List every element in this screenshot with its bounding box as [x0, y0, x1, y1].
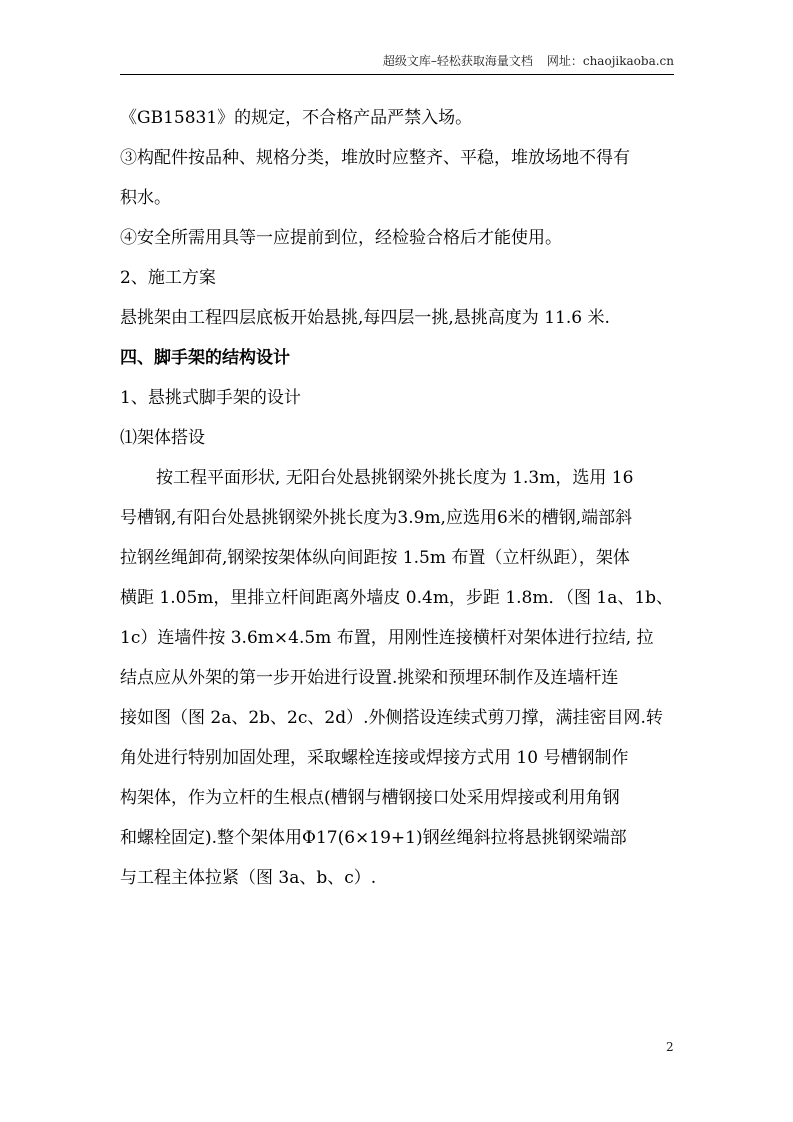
- paragraph-line: 《GB15831》的规定，不合格产品严禁入场。: [120, 108, 473, 128]
- paragraph-line: 拉钢丝绳卸荷,钢梁按架体纵向间距按 1.5m 布置（立杆纵距），架体: [120, 548, 630, 568]
- section-heading: 四、脚手架的结构设计: [120, 348, 290, 368]
- item-heading: ⑴架体搭设: [120, 428, 205, 448]
- paragraph-line: 接如图（图 2a、2b、2c、2d）.外侧搭设连续式剪刀撑，满挂密目网.转: [120, 708, 663, 728]
- paragraph-line: ④安全所需用具等一应提前到位，经检验合格后才能使用。: [120, 228, 562, 248]
- paragraph-line: 角处进行特别加固处理，采取螺栓连接或焊接方式用 10 号槽钢制作: [120, 748, 629, 768]
- paragraph-line: 号槽钢,有阳台处悬挑钢梁外挑长度为3.9m,应选用6米的槽钢,端部斜: [120, 508, 633, 528]
- page-number: 2: [666, 1040, 674, 1054]
- paragraph-line: 悬挑架由工程四层底板开始悬挑,每四层一挑,悬挑高度为 11.6 米.: [120, 308, 610, 328]
- paragraph-line: 积水。: [120, 188, 171, 208]
- subsection-heading: 1、悬挑式脚手架的设计: [120, 388, 301, 408]
- paragraph-line: 按工程平面形状, 无阳台处悬挑钢梁外挑长度为 1.3m，选用 16: [156, 468, 634, 488]
- paragraph-line: ③构配件按品种、规格分类，堆放时应整齐、平稳，堆放场地不得有: [120, 148, 630, 168]
- header-site-name: 超级文库–轻松获取海量文档: [382, 54, 533, 68]
- paragraph-line: 与工程主体拉紧（图 3a、b、c）.: [120, 868, 377, 888]
- subsection-heading: 2、施工方案: [120, 268, 216, 288]
- paragraph-line: 构架体，作为立杆的生根点(槽钢与槽钢接口处采用焊接或利用角钢: [120, 788, 620, 808]
- paragraph-line: 横距 1.05m，里排立杆间距离外墙皮 0.4m，步距 1.8m．（图 1a、1b、: [120, 588, 674, 608]
- paragraph-line: 和螺栓固定).整个架体用Φ17(6×19+1)钢丝绳斜拉将悬挑钢梁端部: [120, 828, 627, 848]
- page-header: [120, 52, 674, 75]
- header-url: 网址：chaojikaoba.cn: [546, 54, 674, 68]
- paragraph-line: 1c）连墙件按 3.6m×4.5m 布置，用刚性连接横杆对架体进行拉结, 拉: [120, 628, 654, 648]
- document-body: [120, 98, 680, 898]
- paragraph-line: 结点应从外架的第一步开始进行设置.挑梁和预埋环制作及连墙杆连: [120, 668, 619, 688]
